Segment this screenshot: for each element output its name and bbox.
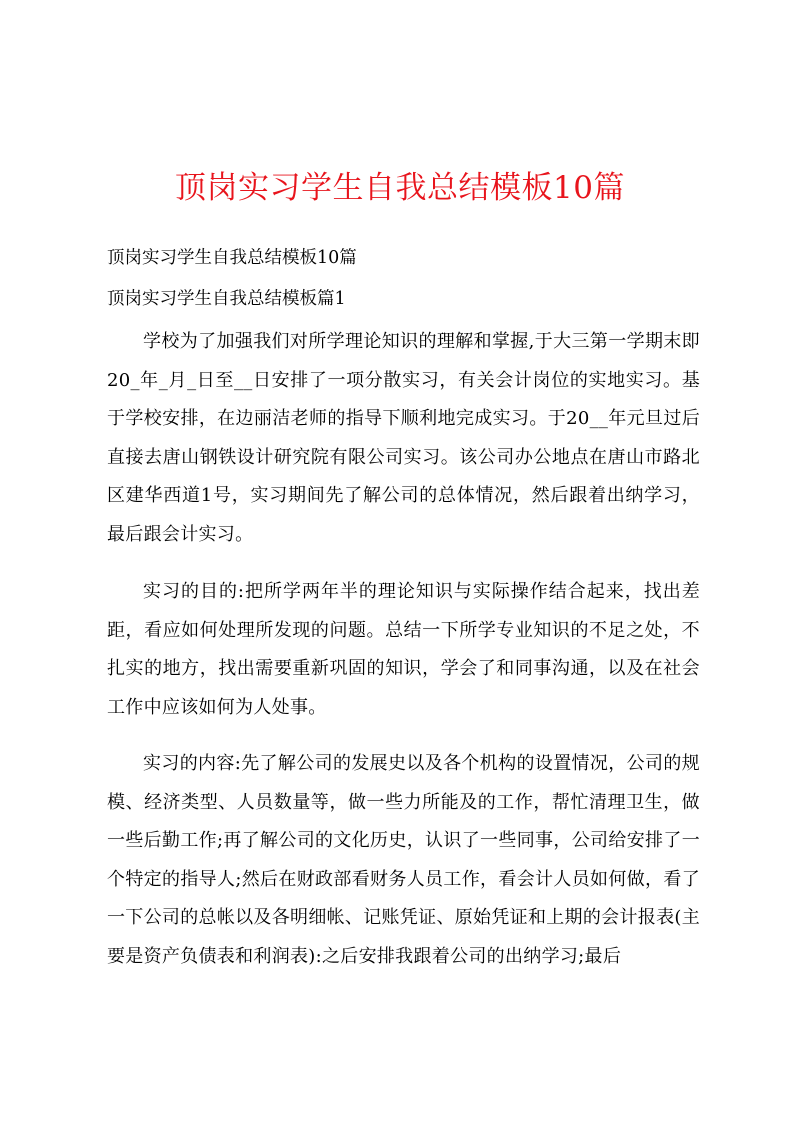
body-paragraph-2: 实习的目的:把所学两年半的理论知识与实际操作结合起来，找出差距，看应如何处理所发现的问题。总结一下所学专业知识的不足之处，不扎实的地方，找出需要重新巩固的知识，学会了和同事沟通，以及在社会工作中应该如何为人处事。 bbox=[107, 581, 700, 718]
body-paragraph-1: 学校为了加强我们对所学理论知识的理解和掌握,于大三第一学期末即20_年_月_日至__日安排了一项分散实习，有关会计岗位的实地实习。基于学校安排，在边丽洁老师的指导下顺利地完成实习。于20__年元旦过后直接去唐山钢铁设计研究院有限公司实习。该公司办公地点在唐山市路北区建华西道1号，实习期间先了解公司的总体情况，然后跟着出纳学习，最后跟会计实习。 bbox=[107, 331, 700, 545]
document-title: 顶岗实习学生自我总结模板10篇 bbox=[175, 170, 625, 206]
body-paragraph-3: 实习的内容:先了解公司的发展史以及各个机构的设置情况，公司的规模、经济类型、人员数量等，做一些力所能及的工作，帮忙清理卫生，做一些后勤工作;再了解公司的文化历史，认识了一些同事，公司给安排了一个特定的指导人;然后在财政部看财务人员工作，看会计人员如何做，看了一下公司的总帐以及各明细帐、记账凭证、原始凭证和上期的会计报表(主要是资产负债表和利润表):之后安排我跟着公司的出纳学习;最后 bbox=[107, 753, 700, 967]
document-subtitle: 顶岗实习学生自我总结模板10篇 bbox=[107, 248, 357, 268]
section-heading: 顶岗实习学生自我总结模板篇1 bbox=[107, 289, 346, 309]
